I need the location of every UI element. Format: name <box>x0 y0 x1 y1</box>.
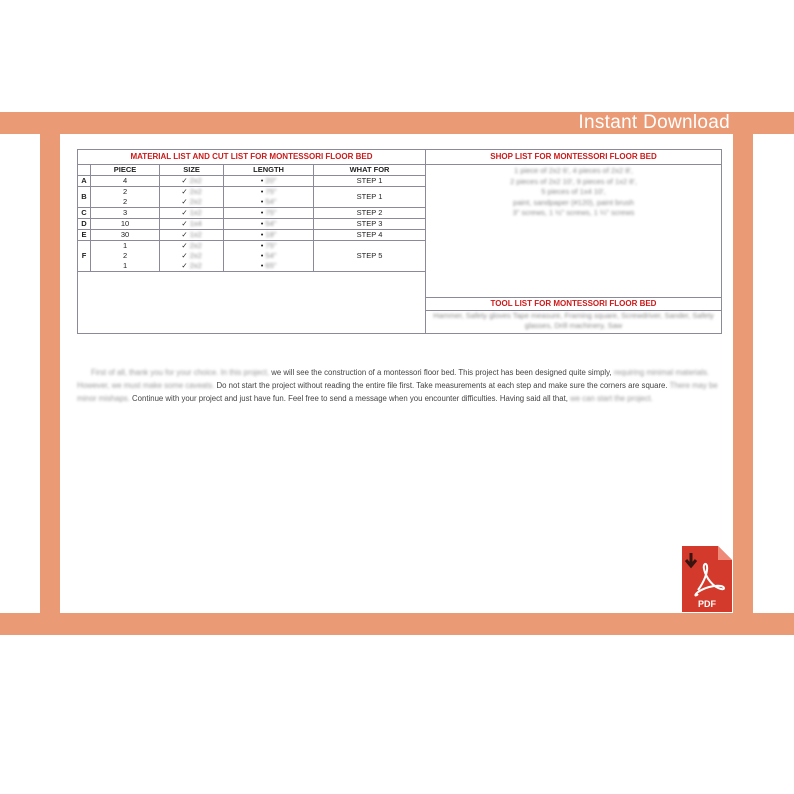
bullet-icon: • <box>260 197 266 206</box>
size-value: 2x2 <box>189 176 202 185</box>
length-entry <box>226 230 311 240</box>
row-id: F <box>78 241 91 272</box>
checkmark-icon: ✓ <box>181 187 190 196</box>
intro-text: Do not start the project without reading the entire file first. Take measurements at each step and make sure the corners are square. <box>214 381 670 390</box>
piece-count: 30 <box>120 230 130 239</box>
length-entry <box>226 208 311 218</box>
piece-count: 10 <box>120 219 130 228</box>
size-entry <box>162 241 221 251</box>
size-entry <box>162 197 221 207</box>
left-gap <box>0 134 40 613</box>
checkmark-icon: ✓ <box>181 197 190 206</box>
piece-count: 2 <box>122 187 128 196</box>
checkmark-icon: ✓ <box>181 241 190 250</box>
pdf-file-icon <box>682 546 732 612</box>
tool-list-title: TOOL LIST FOR MONTESSORI FLOOR BED <box>426 297 721 311</box>
row-id: B <box>78 187 91 208</box>
checkmark-icon: ✓ <box>181 251 190 260</box>
size-value: 2x2 <box>189 197 202 206</box>
shop-list-box <box>426 149 722 334</box>
piece-count: 4 <box>122 176 128 185</box>
length-cell <box>224 208 314 219</box>
pdf-label: PDF <box>698 599 716 609</box>
size-value: 2x2 <box>189 187 202 196</box>
shop-list-title: SHOP LIST FOR MONTESSORI FLOOR BED <box>426 150 721 165</box>
piece-count: 2 <box>122 251 128 260</box>
length-entry <box>226 187 311 197</box>
bullet-icon: • <box>260 176 266 185</box>
step-cell: STEP 4 <box>314 230 425 241</box>
length-cell <box>224 230 314 241</box>
size-value: 1x2 <box>189 230 202 239</box>
size-entry <box>162 219 221 229</box>
length-value: 75" <box>265 241 277 250</box>
size-entry <box>162 208 221 218</box>
bottom-bar <box>0 613 794 635</box>
piece-cell <box>91 176 160 187</box>
size-entry <box>162 251 221 261</box>
length-value: 20" <box>265 176 277 185</box>
column-header: PIECE <box>91 165 160 176</box>
length-entry <box>226 176 311 186</box>
right-frame <box>733 134 753 613</box>
length-value: 65" <box>265 261 277 270</box>
instant-download-label: Instant Download <box>578 112 730 133</box>
size-value: 2x2 <box>189 261 202 270</box>
size-entry <box>162 261 221 271</box>
column-header: LENGTH <box>224 165 314 176</box>
piece-cell <box>91 219 160 230</box>
step-cell: STEP 1 <box>314 187 425 208</box>
size-entry <box>162 230 221 240</box>
piece-cell <box>91 187 160 208</box>
intro-text: we will see the construction of a montessori floor bed. This project has been designed quite simply, <box>269 368 614 377</box>
length-cell <box>224 187 314 208</box>
length-cell <box>224 219 314 230</box>
size-value: 1x4 <box>189 219 202 228</box>
bullet-icon: • <box>260 241 266 250</box>
length-value: 18" <box>265 230 277 239</box>
row-id: E <box>78 230 91 241</box>
column-header: SIZE <box>160 165 224 176</box>
bullet-icon: • <box>260 219 266 228</box>
checkmark-icon: ✓ <box>181 208 190 217</box>
size-value: 2x2 <box>189 251 202 260</box>
checkmark-icon: ✓ <box>181 230 190 239</box>
piece-count: 1 <box>122 261 128 270</box>
step-cell: STEP 3 <box>314 219 425 230</box>
length-value: 54" <box>265 219 277 228</box>
shop-line: 1 piece of 2x2 6', 4 pieces of 2x2 8', <box>514 166 633 175</box>
intro-paragraph <box>77 366 722 405</box>
bullet-icon: • <box>260 208 266 217</box>
piece-cell <box>91 241 160 272</box>
column-header: WHAT FOR <box>314 165 425 176</box>
cut-list <box>78 165 425 272</box>
table-row <box>78 219 425 230</box>
piece-count: 1 <box>122 241 128 250</box>
length-entry <box>226 251 311 261</box>
size-cell <box>160 241 224 272</box>
size-value: 1x2 <box>189 208 202 217</box>
piece-count: 3 <box>122 208 128 217</box>
material-list-table <box>77 149 426 334</box>
checkmark-icon: ✓ <box>181 176 190 185</box>
table-header-row <box>78 165 425 176</box>
table-row <box>78 176 425 187</box>
intro-text: First of all, thank you for your choice. In this project, <box>91 368 270 377</box>
size-entry <box>162 187 221 197</box>
length-value: 54" <box>265 197 277 206</box>
shop-line: paint, sandpaper (#120), paint brush <box>513 197 634 207</box>
size-value: 2x2 <box>189 241 202 250</box>
length-value: 75" <box>265 208 277 217</box>
size-entry <box>162 176 221 186</box>
shop-list-lines <box>426 165 721 219</box>
row-id: C <box>78 208 91 219</box>
shop-line: 3" screws, 1 ½" screws, 1 ¼" screws <box>512 208 635 217</box>
table-row <box>78 208 425 219</box>
intro-text: Continue with your project and just have fun. Feel free to send a message when you encounter difficulties. Having said all that, <box>129 394 571 403</box>
intro-text: There may be minor mishaps. <box>77 381 718 403</box>
bullet-icon: • <box>260 251 266 260</box>
step-cell: STEP 2 <box>314 208 425 219</box>
length-entry <box>226 197 311 207</box>
pdf-fold <box>718 546 732 560</box>
intro-text: requiring minimal materials. However, we must make some caveats. <box>77 368 710 390</box>
material-list-title: MATERIAL LIST AND CUT LIST FOR MONTESSORI FLOOR BED <box>78 150 425 165</box>
piece-count: 2 <box>122 197 128 206</box>
row-id: D <box>78 219 91 230</box>
length-cell <box>224 241 314 272</box>
step-cell: STEP 5 <box>314 241 425 272</box>
length-entry <box>226 261 311 271</box>
shop-line: 5 pieces of 1x4 10', <box>541 187 606 196</box>
shop-line: 2 pieces of 2x2 10', 9 pieces of 1x2 8', <box>510 176 637 186</box>
size-cell <box>160 208 224 219</box>
length-entry <box>226 241 311 251</box>
table-row <box>78 230 425 241</box>
size-cell <box>160 219 224 230</box>
checkmark-icon: ✓ <box>181 261 190 270</box>
bullet-icon: • <box>260 261 266 270</box>
length-entry <box>226 219 311 229</box>
step-cell: STEP 1 <box>314 176 425 187</box>
left-frame <box>40 134 60 613</box>
tool-list-text: Hammer, Safety gloves Tape measure, Framing square, Screwdriver, Sander, Safety glasses, Drill machinery, Saw <box>433 311 714 330</box>
table-row <box>78 241 425 272</box>
size-cell <box>160 187 224 208</box>
size-cell <box>160 176 224 187</box>
row-id: A <box>78 176 91 187</box>
intro-text: we can start the project. <box>570 394 653 403</box>
checkmark-icon: ✓ <box>181 219 190 228</box>
bullet-icon: • <box>260 230 266 239</box>
bullet-icon: • <box>260 187 266 196</box>
size-cell <box>160 230 224 241</box>
length-value: 54" <box>265 251 277 260</box>
length-cell <box>224 176 314 187</box>
piece-cell <box>91 208 160 219</box>
length-value: 75" <box>265 187 277 196</box>
table-row <box>78 187 425 208</box>
piece-cell <box>91 230 160 241</box>
